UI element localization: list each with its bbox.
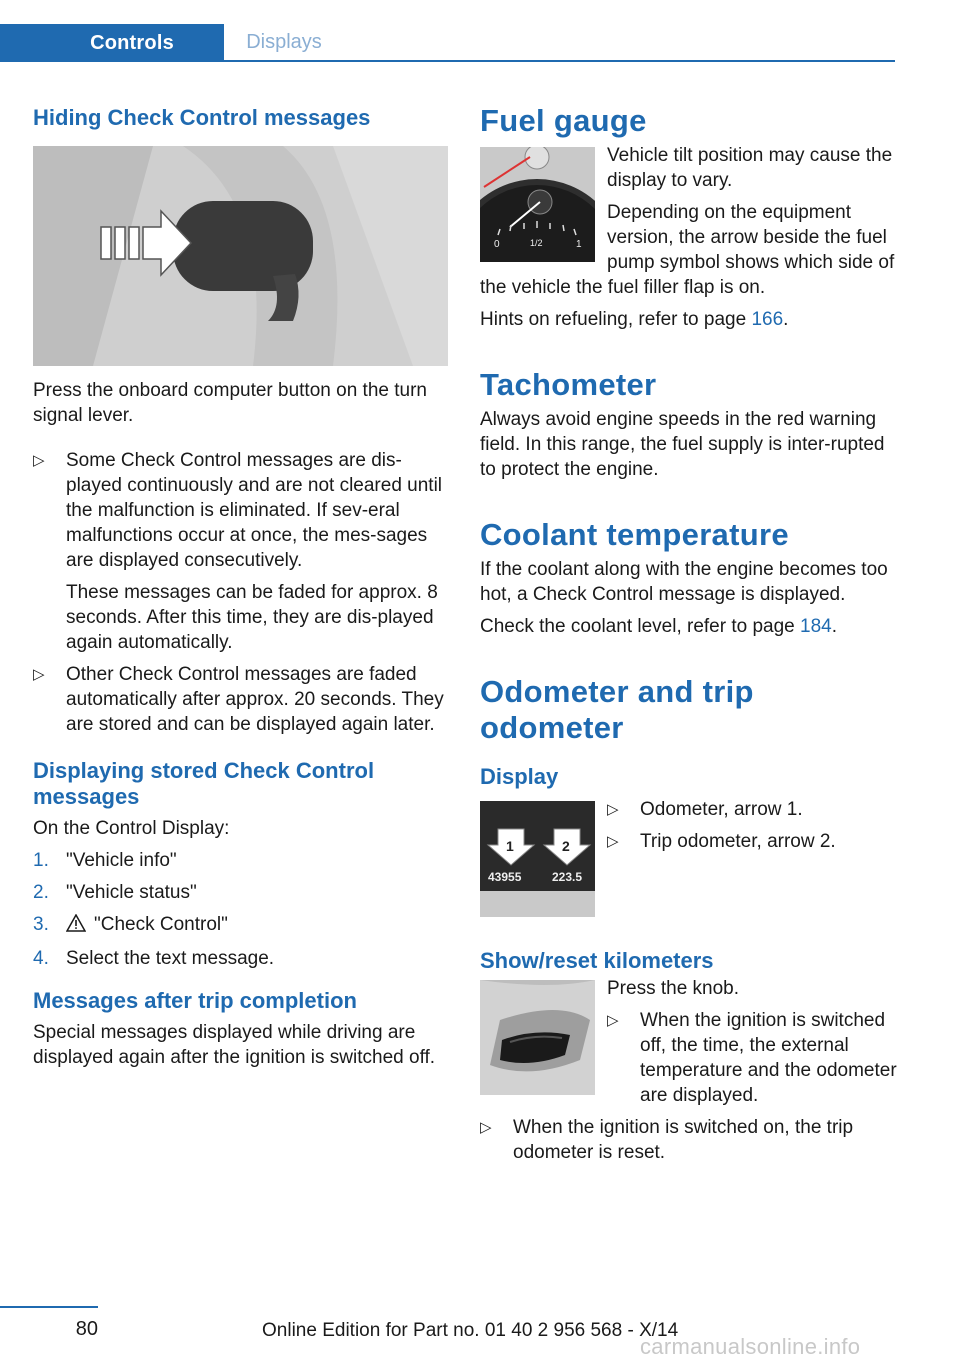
coolant-text: If the coolant along with the engine becomes too hot, a Check Control message is displayed.	[480, 559, 888, 605]
list-item: 1. "Vehicle info"	[33, 850, 177, 871]
svg-text:2: 2	[562, 838, 570, 854]
reset-bullets	[480, 1115, 900, 1165]
triangle-bullet-icon: ▷	[607, 833, 619, 850]
footer-rule	[0, 1306, 98, 1308]
section-title-coolant: Coolant temperature	[480, 517, 789, 552]
subsection-title-display: Display	[480, 764, 559, 789]
svg-text:43955: 43955	[488, 870, 522, 884]
svg-text:1: 1	[576, 239, 582, 250]
page-link-166[interactable]: 166	[751, 309, 784, 330]
list-item: 2. "Vehicle status"	[33, 882, 197, 903]
svg-text:223.5: 223.5	[552, 870, 583, 884]
list-item: 4. Select the text message.	[33, 948, 275, 969]
fuel-hint: Hints on refueling, refer to page 166.	[480, 309, 789, 330]
triangle-bullet-icon: ▷	[33, 666, 45, 683]
fuel-tilt-text: Vehicle tilt position may cause the display to vary.	[607, 145, 893, 191]
list-item: ▷ When the ignition is switched on, the trip odometer is reset.	[480, 1117, 854, 1163]
coolant-hint: Check the coolant level, refer to page 184.	[480, 616, 838, 637]
right-column	[480, 95, 900, 1165]
turn-signal-lever-image	[33, 146, 448, 366]
list-item: ▷ Other Check Control messages are faded automatically after approx. 20 seconds. They are stored and can be displayed again later.	[33, 664, 444, 735]
tab-controls[interactable]: Controls	[0, 24, 224, 62]
odometer-display-image	[480, 801, 595, 917]
bullet-continuation: These messages can be faded for approx. 8 seconds. After this time, they are dis-played again automatically.	[66, 582, 438, 653]
left-column	[33, 95, 448, 1070]
list-item: ▷ When the ignition is switched off, the time, the external temperature and the odometer are displayed.	[607, 1010, 897, 1106]
svg-text:1: 1	[506, 838, 514, 854]
section-title-fuel: Fuel gauge	[480, 103, 647, 138]
reset-intro: Press the knob.	[607, 978, 740, 999]
section-title-trip: Messages after trip completion	[33, 988, 357, 1013]
section-title-odometer: Odometer and trip odometer	[480, 674, 754, 745]
stored-intro: On the Control Display:	[33, 818, 230, 839]
fuel-arrow-text: Depending on the equipment version, the arrow beside the fuel pump symbol shows which side of the vehicle the fuel filler flap is on.	[480, 202, 895, 298]
triangle-bullet-icon: ▷	[607, 801, 619, 818]
list-item: ▷ Trip odometer, arrow 2.	[607, 831, 836, 852]
section-title-tachometer: Tachometer	[480, 367, 657, 402]
svg-text:0: 0	[494, 239, 500, 250]
header-rule	[0, 60, 895, 62]
trip-text: Special messages displayed while driving are displayed again after the ignition is switched off.	[33, 1022, 436, 1068]
list-item: ▷ Some Check Control messages are dis-played continuously and are not cleared until the malfunction is eliminated. If sev-eral malfunctions occur at once, the mes-sages are displayed consecutively. These messages can be faded for approx. 8 seconds. After this time, they are dis-played again automatically.	[33, 448, 448, 655]
reset-bullets-inline	[607, 1008, 900, 1108]
chapter-tabs	[0, 24, 895, 62]
triangle-bullet-icon: ▷	[33, 452, 45, 469]
warning-triangle-icon	[66, 914, 86, 939]
edition-text: Online Edition for Part no. 01 40 2 956 568 - X/14	[262, 1320, 679, 1341]
list-item: ▷ Odometer, arrow 1.	[607, 799, 803, 820]
page-number: 80	[75, 1318, 98, 1340]
section-title-stored: Displaying stored Check Control messages	[33, 758, 375, 809]
triangle-bullet-icon: ▷	[480, 1119, 492, 1136]
fuel-gauge-image	[480, 147, 595, 262]
list-item: 3. "Check Control"	[33, 912, 448, 939]
hiding-bullets	[33, 448, 448, 737]
display-bullets	[607, 797, 897, 854]
svg-text:1/2: 1/2	[530, 238, 543, 248]
intro-text: Press the onboard computer button on the turn signal lever.	[33, 380, 427, 426]
stored-steps	[33, 848, 448, 971]
page-link-184[interactable]: 184	[800, 616, 832, 637]
section-title-hiding: Hiding Check Control messages	[33, 105, 371, 130]
tachometer-text: Always avoid engine speeds in the red warning field. In this range, the fuel supply is inter-rupted to protect the engine.	[480, 409, 885, 480]
triangle-bullet-icon: ▷	[607, 1012, 619, 1029]
tab-displays[interactable]: Displays	[246, 30, 322, 53]
watermark: carmanualsonline.info	[640, 1334, 861, 1359]
reset-knob-image	[480, 980, 595, 1095]
subsection-title-reset: Show/reset kilometers	[480, 948, 714, 973]
